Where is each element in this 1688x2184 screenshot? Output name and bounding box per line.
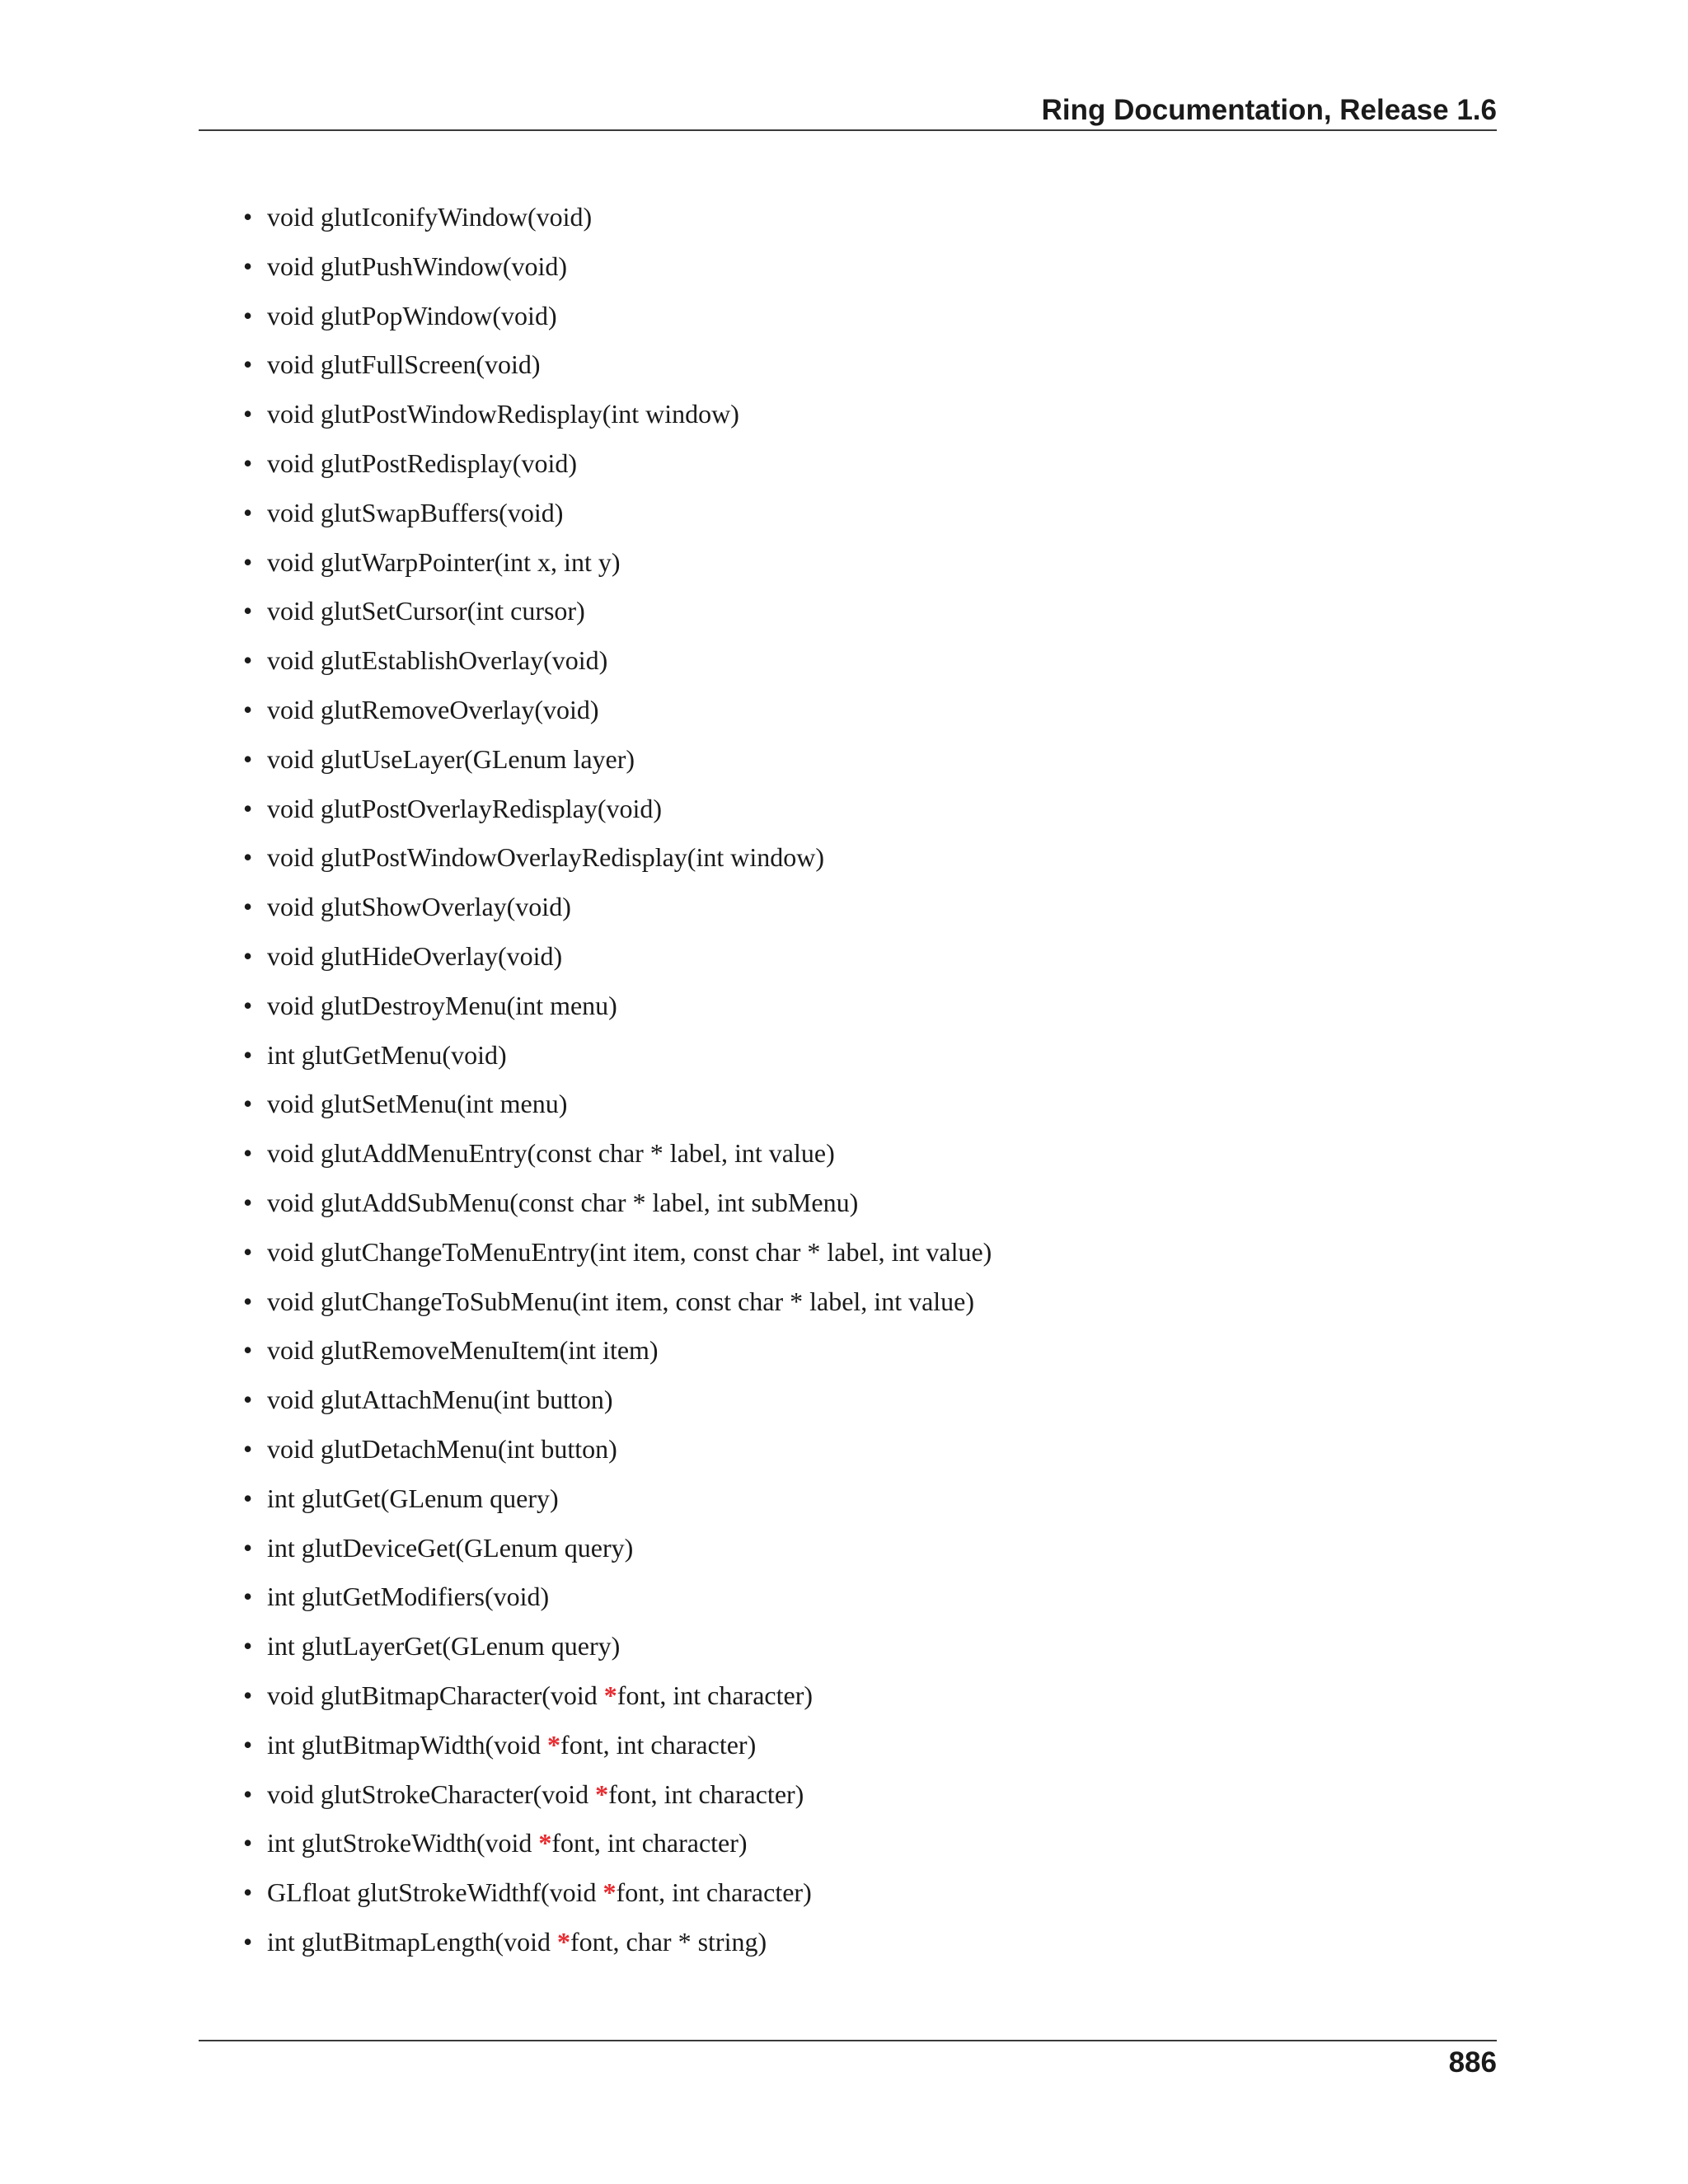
list-item (243, 1480, 559, 1516)
list-item-text: int glutGetModifiers(void) (267, 1582, 550, 1611)
bullet-icon: • (243, 1730, 253, 1760)
list-item (243, 1332, 659, 1368)
bullet-icon: • (243, 695, 253, 724)
list-item (243, 1727, 757, 1763)
list-item-text: int glutDeviceGet(GLenum query) (267, 1533, 634, 1563)
bullet-icon: • (243, 1040, 253, 1070)
list-item-text: int glutBitmapWidth(void (267, 1730, 548, 1760)
list-item-text: font, int character) (617, 1680, 813, 1710)
bullet-icon: • (243, 794, 253, 823)
list-item (243, 1283, 975, 1319)
list-item-text: font, int character) (551, 1828, 748, 1858)
list-item (243, 1578, 550, 1615)
bullet-icon: • (243, 1335, 253, 1365)
list-item-text: void glutHideOverlay(void) (267, 941, 563, 971)
pointer-star: * (603, 1680, 617, 1710)
bullet-icon: • (243, 448, 253, 478)
list-item (243, 544, 621, 580)
list-item (243, 1431, 617, 1467)
list-item (243, 888, 571, 925)
list-item-text: void glutStrokeCharacter(void (267, 1779, 596, 1809)
list-item-text: int glutBitmapLength(void (267, 1927, 557, 1957)
bullet-icon: • (243, 1877, 253, 1907)
header-divider (199, 129, 1497, 131)
list-item-text: void glutPostWindowRedisplay(int window) (267, 399, 739, 429)
list-item (243, 1924, 767, 1960)
bullet-icon: • (243, 1138, 253, 1168)
list-item-text: void glutChangeToMenuEntry(int item, const char * label, int value) (267, 1237, 992, 1267)
bullet-icon: • (243, 941, 253, 971)
list-item (243, 1381, 613, 1418)
pointer-star: * (538, 1828, 552, 1858)
list-item-text: int glutLayerGet(GLenum query) (267, 1631, 621, 1661)
bullet-icon: • (243, 301, 253, 330)
bullet-icon: • (243, 1188, 253, 1217)
bullet-icon: • (243, 1680, 253, 1710)
pointer-star: * (595, 1779, 609, 1809)
bullet-icon: • (243, 1483, 253, 1513)
list-item (243, 839, 824, 875)
list-item (243, 346, 541, 382)
list-item-text: void glutIconifyWindow(void) (267, 202, 593, 232)
list-item-text: void glutRemoveOverlay(void) (267, 695, 599, 724)
list-item (243, 1677, 813, 1713)
list-item (243, 1037, 507, 1073)
list-item-text: void glutDetachMenu(int button) (267, 1434, 617, 1464)
list-item (243, 1776, 804, 1812)
list-item (243, 298, 557, 334)
bullet-icon: • (243, 842, 253, 872)
bullet-icon: • (243, 1828, 253, 1858)
list-item (243, 691, 599, 728)
footer-divider (199, 2040, 1497, 2041)
list-item-text: GLfloat glutStrokeWidthf(void (267, 1877, 603, 1907)
list-item-text: void glutSetMenu(int menu) (267, 1089, 568, 1118)
bullet-icon: • (243, 1631, 253, 1661)
list-item (243, 741, 635, 777)
list-item (243, 445, 577, 481)
bullet-icon: • (243, 892, 253, 921)
list-item-text: font, int character) (616, 1877, 812, 1907)
list-item (243, 1234, 992, 1270)
list-item (243, 396, 739, 432)
bullet-icon: • (243, 1582, 253, 1611)
bullet-icon: • (243, 1533, 253, 1563)
list-item (243, 1628, 621, 1664)
list-item-text: void glutSetCursor(int cursor) (267, 596, 585, 626)
list-item-text: void glutAttachMenu(int button) (267, 1385, 613, 1414)
list-item (243, 1825, 748, 1861)
pointer-star: * (603, 1877, 617, 1907)
list-item-text: void glutPopWindow(void) (267, 301, 557, 330)
list-item (243, 987, 617, 1024)
list-item (243, 1085, 568, 1122)
bullet-icon: • (243, 744, 253, 774)
bullet-icon: • (243, 399, 253, 429)
bullet-icon: • (243, 349, 253, 379)
list-item (243, 593, 585, 629)
bullet-icon: • (243, 1286, 253, 1316)
list-item-text: int glutStrokeWidth(void (267, 1828, 539, 1858)
list-item (243, 494, 564, 531)
bullet-icon: • (243, 251, 253, 281)
list-item-text: void glutAddSubMenu(const char * label, int subMenu) (267, 1188, 859, 1217)
bullet-icon: • (243, 645, 253, 675)
bullet-icon: • (243, 498, 253, 527)
list-item-text: void glutDestroyMenu(int menu) (267, 991, 617, 1020)
list-item (243, 790, 663, 827)
bullet-icon: • (243, 596, 253, 626)
list-item-text: void glutShowOverlay(void) (267, 892, 571, 921)
bullet-icon: • (243, 991, 253, 1020)
list-item-text: font, int character) (608, 1779, 804, 1809)
list-item-text: void glutAddMenuEntry(const char * label, int value) (267, 1138, 835, 1168)
bullet-icon: • (243, 1927, 253, 1957)
bullet-icon: • (243, 1779, 253, 1809)
bullet-icon: • (243, 1434, 253, 1464)
bullet-icon: • (243, 1237, 253, 1267)
list-item-text: void glutSwapBuffers(void) (267, 498, 564, 527)
list-item-text: int glutGetMenu(void) (267, 1040, 507, 1070)
page-number: 886 (1448, 2046, 1497, 2079)
bullet-icon: • (243, 1385, 253, 1414)
bullet-icon: • (243, 547, 253, 577)
list-item-text: void glutPostWindowOverlayRedisplay(int window) (267, 842, 824, 872)
list-item-text: void glutRemoveMenuItem(int item) (267, 1335, 659, 1365)
bullet-icon: • (243, 202, 253, 232)
list-item-text: font, int character) (560, 1730, 757, 1760)
list-item-text: void glutEstablishOverlay(void) (267, 645, 608, 675)
list-item-text: void glutChangeToSubMenu(int item, const char * label, int value) (267, 1286, 975, 1316)
list-item (243, 642, 608, 678)
list-item-text: void glutBitmapCharacter(void (267, 1680, 604, 1710)
pointer-star: * (556, 1927, 570, 1957)
list-item-text: void glutPushWindow(void) (267, 251, 568, 281)
pointer-star: * (547, 1730, 561, 1760)
list-item-text: void glutPostRedisplay(void) (267, 448, 577, 478)
bullet-icon: • (243, 1089, 253, 1118)
list-item-text: font, char * string) (570, 1927, 767, 1957)
list-item-text: void glutFullScreen(void) (267, 349, 541, 379)
page-header-title: Ring Documentation, Release 1.6 (1041, 94, 1497, 126)
list-item (243, 248, 568, 284)
list-item-text: void glutUseLayer(GLenum layer) (267, 744, 635, 774)
list-item-text: void glutWarpPointer(int x, int y) (267, 547, 621, 577)
list-item-text: void glutPostOverlayRedisplay(void) (267, 794, 663, 823)
list-item (243, 1874, 812, 1910)
list-item-text: int glutGet(GLenum query) (267, 1483, 559, 1513)
list-item (243, 1184, 859, 1221)
list-item (243, 199, 593, 235)
list-item (243, 938, 563, 974)
list-item (243, 1135, 835, 1171)
list-item (243, 1530, 634, 1566)
